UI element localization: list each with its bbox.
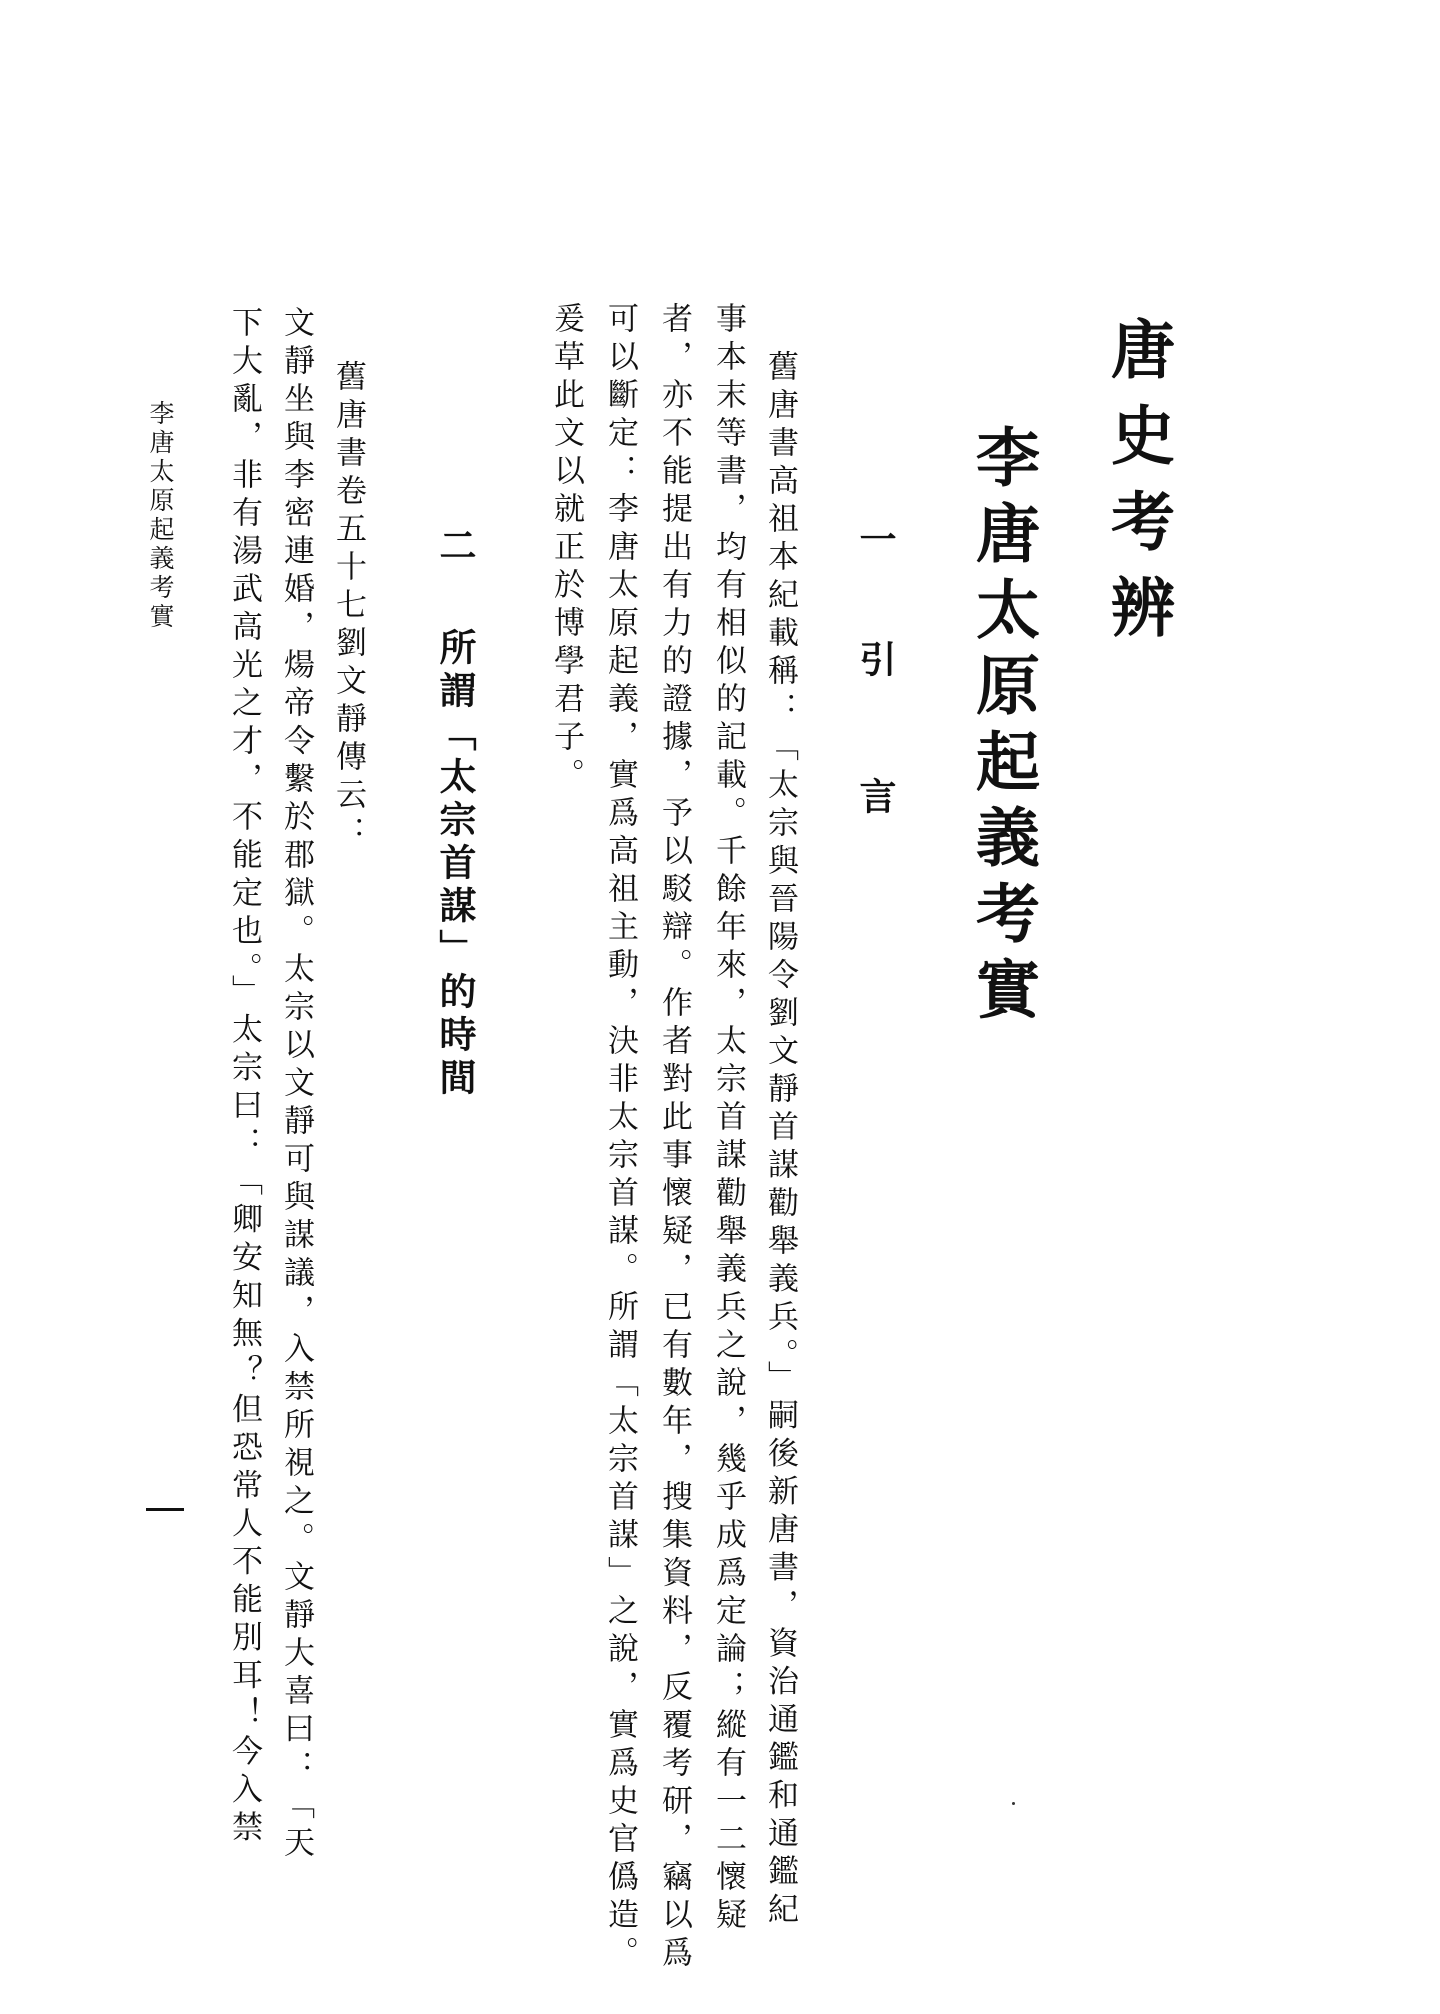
page-number-text	[146, 1508, 147, 1509]
section1-title: 引言	[853, 640, 897, 914]
page-number	[146, 1508, 184, 1511]
series-title: 唐史考辨	[1100, 316, 1175, 660]
section1-number: 一	[853, 520, 897, 557]
section1-paragraph-line: 爰草此文以就正於博學君子。	[548, 302, 584, 796]
section1-paragraph-line: 可以斷定：李唐太原起義，實爲高祖主動，決非太宗首謀。所謂「太宗首謀」之說，實爲史官僞造。	[602, 302, 638, 1974]
section1-paragraph-line: 者，亦不能提出有力的證據，予以駁辯。作者對此事懷疑，已有數年，搜集資料，反覆考研，竊以爲	[656, 302, 692, 1974]
quote-line: 下大亂，非有湯武高光之才，不能定也。」太宗曰：「卿安知無？但恐常人不能別耳！今入禁	[226, 306, 262, 1849]
scan-speck	[1012, 1802, 1015, 1805]
running-title: 李唐太原起義考實	[146, 400, 175, 632]
quote-intro: 舊唐書卷五十七劉文靜傳云：	[330, 360, 366, 854]
section1-paragraph-line: 舊唐書高祖本紀載稱：「太宗與晉陽令劉文靜首謀勸舉義兵。」嗣後新唐書，資治通鑑和通鑑紀	[762, 350, 798, 1931]
section1-paragraph-line: 事本末等書，均有相似的記載。千餘年來，太宗首謀勸舉義兵之說，幾乎成爲定論；縱有一二懷疑	[710, 302, 746, 1936]
quote-line: 文靜坐與李密連婚，煬帝令繫於郡獄。太宗以文靜可與謀議，入禁所視之。文靜大喜曰：「天	[278, 306, 314, 1864]
article-title: 李唐太原起義考實	[965, 424, 1040, 1032]
section2-number: 二	[433, 526, 477, 563]
section2-title: 所謂「太宗首謀」的時間	[433, 628, 477, 1101]
